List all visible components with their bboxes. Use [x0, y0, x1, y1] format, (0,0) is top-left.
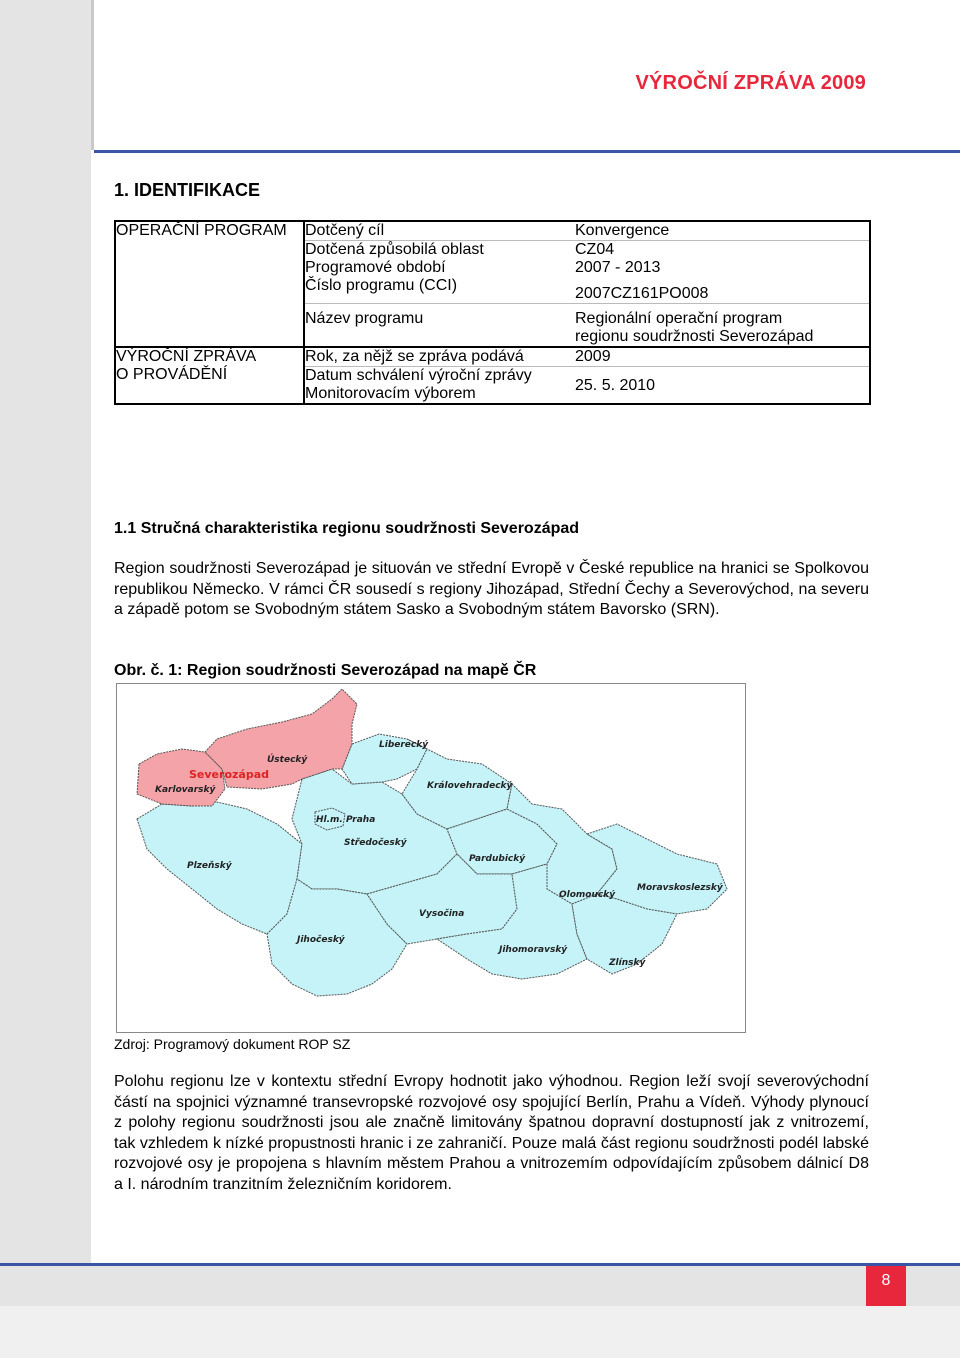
group2-label-line2: O PROVÁDĚNÍ: [116, 366, 228, 383]
header-rule: [94, 150, 960, 153]
group2-details: [304, 347, 870, 404]
identification-table: [114, 220, 871, 405]
group-label-operacni-program: [115, 221, 304, 347]
region-label-ustecky: Ústecký: [267, 755, 308, 765]
row-label: Programové období: [305, 259, 446, 276]
region-label-jihomoravsky: Jihomoravský: [499, 945, 568, 955]
region-label-karlovarsky: Karlovarský: [155, 785, 216, 795]
region-label-olomoucky: Olomoucký: [559, 890, 616, 900]
row-label: Dotčená způsobilá oblast: [305, 241, 484, 258]
row-label: Číslo programu (CCI): [305, 277, 575, 304]
region-label-jihocesky: Jihočeský: [297, 935, 345, 945]
row-value: 25. 5. 2010: [575, 377, 656, 394]
region-label-stredocesky: Středočeský: [344, 838, 407, 848]
row-value: 2007 - 2013: [575, 259, 661, 276]
region-label-moravskoslezsky: Moravskoslezský: [637, 883, 723, 893]
row-value: 2007CZ161PO008: [575, 277, 869, 304]
group1-label-text: OPERAČNÍ PROGRAM: [116, 222, 287, 239]
row-value: 2009: [575, 348, 869, 367]
row-value-line2: regionu soudržnosti Severozápad: [575, 328, 814, 345]
group-label-vyrocni-zprava: [115, 347, 304, 404]
figure-caption: Obr. č. 1: Region soudržnosti Severozápad na mapě ČR: [114, 662, 537, 679]
row-label: Dotčený cíl: [305, 222, 575, 241]
row-value: Konvergence: [575, 222, 869, 241]
row-label: Rok, za nějž se zpráva podává: [305, 348, 575, 367]
table-row: [305, 367, 869, 404]
row-value: [575, 304, 869, 347]
region-label-kralovehradecky: Královehradecký: [427, 781, 513, 791]
paragraph-location: Polohu regionu lze v kontextu střední Evropy hodnotit jako výhodnou. Region leží svojí severovýchodní částí na spojnici významné transevropské rozvojové osy spojující Berlín, Prahu a Vídeň. Výhody plynoucí z polohy regionu soudržnosti jsou ale značně limitovány špatnou dopravní dostupností jak z vnitrozemí, tak vzhledem k nízké propustnosti hranic i ze zahraničí. Pouze malá část regionu soudržnosti podél labské rozvojové osy je propojena s hlavním městem Prahou a vnitrozemím odpovídajícím způsobem dálnicí D8 a I. národním tranzitním železničním koridorem.: [114, 1073, 869, 1193]
row-label: Název programu: [305, 310, 424, 327]
region-label-vysocina: Vysočina: [419, 909, 465, 919]
row-label-line1: Datum schválení výroční zprávy: [305, 367, 532, 384]
group2-label-line1: VÝROČNÍ ZPRÁVA: [116, 348, 257, 365]
row-label: [305, 367, 575, 404]
region-label-pardubicky: Pardubický: [469, 854, 526, 864]
paragraph-intro: Region soudržnosti Severozápad je situován ve střední Evropě v České republice na hranici se Spolkovou republikou Německo. V rámci ČR sousedí s regiony Jihozápad, Střední Čechy a Severovýchod, na severu a západě potom se Svobodným státem Sasko a Svobodným státem Bavorsko (SRN).: [114, 560, 869, 618]
region-label-zlinsky: Zlínský: [609, 958, 646, 968]
footer-bottom-band: [0, 1306, 960, 1358]
figure-source: Zdroj: Programový dokument ROP SZ: [114, 1036, 351, 1052]
region-label-liberecky: Liberecký: [379, 740, 429, 750]
region-map: [116, 683, 746, 1033]
group1-details: [304, 221, 870, 347]
row-label-line2: Monitorovacím výborem: [305, 385, 476, 402]
left-margin-band: [0, 0, 91, 1358]
table-row: [305, 277, 869, 304]
czech-regions-map: [117, 684, 745, 1032]
footer-band: [0, 1266, 960, 1306]
section-heading-identifikace: 1. IDENTIFIKACE: [114, 180, 261, 200]
region-label-praha: Hl.m. Praha: [316, 815, 376, 825]
section-heading-charakteristika: 1.1 Stručná charakteristika regionu soudržnosti Severozápad: [114, 520, 580, 537]
report-header-title: VÝROČNÍ ZPRÁVA 2009: [635, 72, 866, 94]
region-label-plzensky: Plzeňský: [187, 861, 232, 871]
table-row: [305, 304, 869, 347]
header-accent-band: [91, 0, 94, 150]
page-number: 8: [866, 1266, 906, 1306]
table-row: [305, 259, 869, 277]
row-value: CZ04: [575, 241, 615, 258]
region-label-severozapad: Severozápad: [189, 768, 269, 781]
table-row: [305, 241, 869, 260]
table-row: [305, 222, 869, 241]
table-row: [305, 348, 869, 367]
row-value-line1: Regionální operační program: [575, 310, 783, 327]
